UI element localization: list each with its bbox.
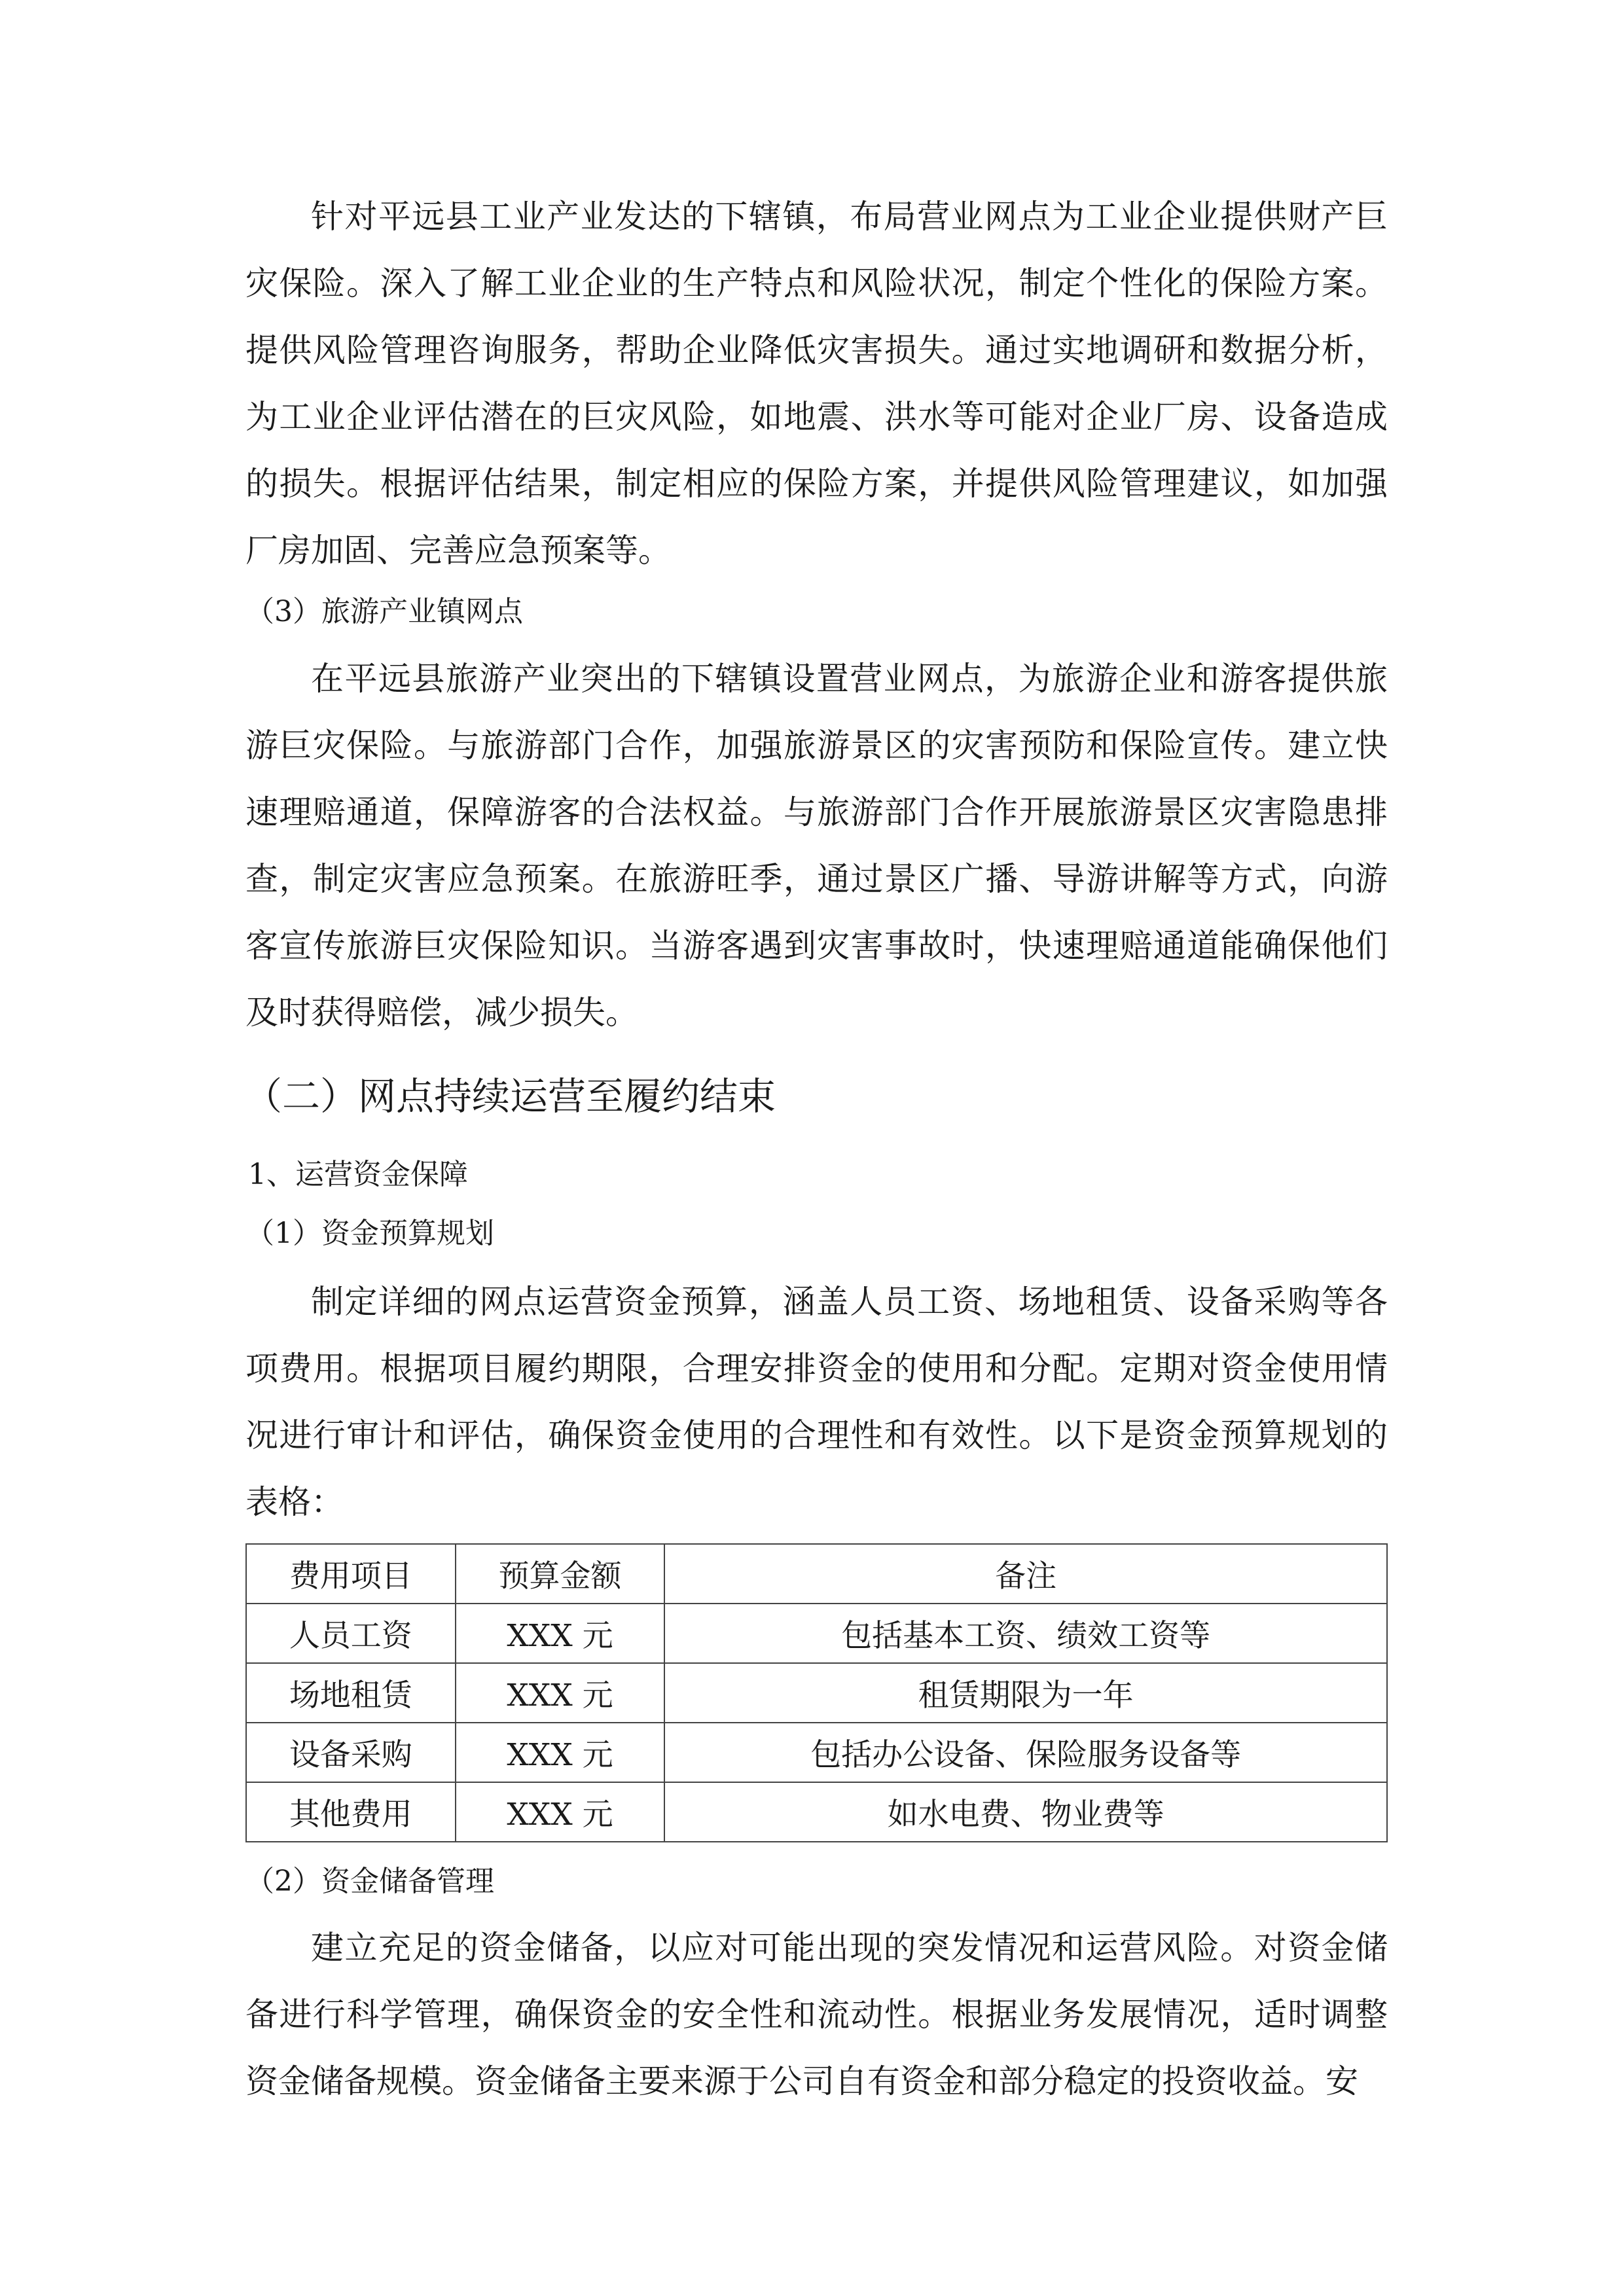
table-cell: XXX 元: [456, 1782, 665, 1842]
table-header-cell: 预算金额: [456, 1544, 665, 1604]
table-cell: XXX 元: [456, 1663, 665, 1723]
heading-budget-planning: （1）资金预算规划: [245, 1217, 494, 1250]
heading-funding-guarantee: 1、运营资金保障: [248, 1158, 468, 1191]
table-header-cell: 费用项目: [246, 1544, 456, 1604]
paragraph-budget-planning: 制定详细的网点运营资金预算，涵盖人员工资、场地租赁、设备采购等各项费用。根据项目履约期限，合理安排资金的使用和分配。定期对资金使用情况进行审计和评估，确保资金使用的合理性和有效性。以下是资金预算规划的表格：: [245, 1283, 1388, 1521]
table-cell: 人员工资: [246, 1604, 456, 1663]
paragraph-tourism-outlets: 在平远县旅游产业突出的下辖镇设置营业网点，为旅游企业和游客提供旅游巨灾保险。与旅游部门合作，加强旅游景区的灾害预防和保险宣传。建立快速理赔通道，保障游客的合法权益。与旅游部门合作开展旅游景区灾害隐患排查，制定灾害应急预案。在旅游旺季，通过景区广播、导游讲解等方式，向游客宣传旅游巨灾保险知识。当游客遇到灾害事故时，快速理赔通道能确保他们及时获得赔偿，减少损失。: [245, 660, 1388, 1031]
table-cell: 如水电费、物业费等: [664, 1782, 1387, 1842]
table-row: [246, 1604, 1387, 1663]
table-cell: 设备采购: [246, 1723, 456, 1782]
heading-reserve-management: （2）资金储备管理: [245, 1865, 494, 1898]
table-cell: XXX 元: [456, 1604, 665, 1663]
paragraph-industrial-outlets: 针对平远县工业产业发达的下辖镇，布局营业网点为工业企业提供财产巨灾保险。深入了解工业企业的生产特点和风险状况，制定个性化的保险方案。提供风险管理咨询服务，帮助企业降低灾害损失。通过实地调研和数据分析，为工业企业评估潜在的巨灾风险，如地震、洪水等可能对企业厂房、设备造成的损失。根据评估结果，制定相应的保险方案，并提供风险管理建议，如加强厂房加固、完善应急预案等。: [245, 198, 1388, 569]
table-cell: 其他费用: [246, 1782, 456, 1842]
table-cell: XXX 元: [456, 1723, 665, 1782]
table-cell: 场地租赁: [246, 1663, 456, 1723]
paragraph-reserve-management: 建立充足的资金储备，以应对可能出现的突发情况和运营风险。对资金储备进行科学管理，确保资金的安全性和流动性。根据业务发展情况，适时调整资金储备规模。资金储备主要来源于公司自有资金和部分稳定的投资收益。安: [245, 1929, 1388, 2100]
table-row: [246, 1723, 1387, 1782]
table-cell: 包括办公设备、保险服务设备等: [664, 1723, 1387, 1782]
budget-table: [245, 1543, 1388, 1842]
section-heading-operation: （二）网点持续运营至履约结束: [244, 1074, 776, 1119]
table-cell: 租赁期限为一年: [664, 1663, 1387, 1723]
table-row: [246, 1782, 1387, 1842]
table-header-cell: 备注: [664, 1544, 1387, 1604]
table-cell: 包括基本工资、绩效工资等: [664, 1604, 1387, 1663]
heading-tourism-outlets: （3）旅游产业镇网点: [245, 595, 523, 628]
table-header-row: [246, 1544, 1387, 1604]
table-row: [246, 1663, 1387, 1723]
